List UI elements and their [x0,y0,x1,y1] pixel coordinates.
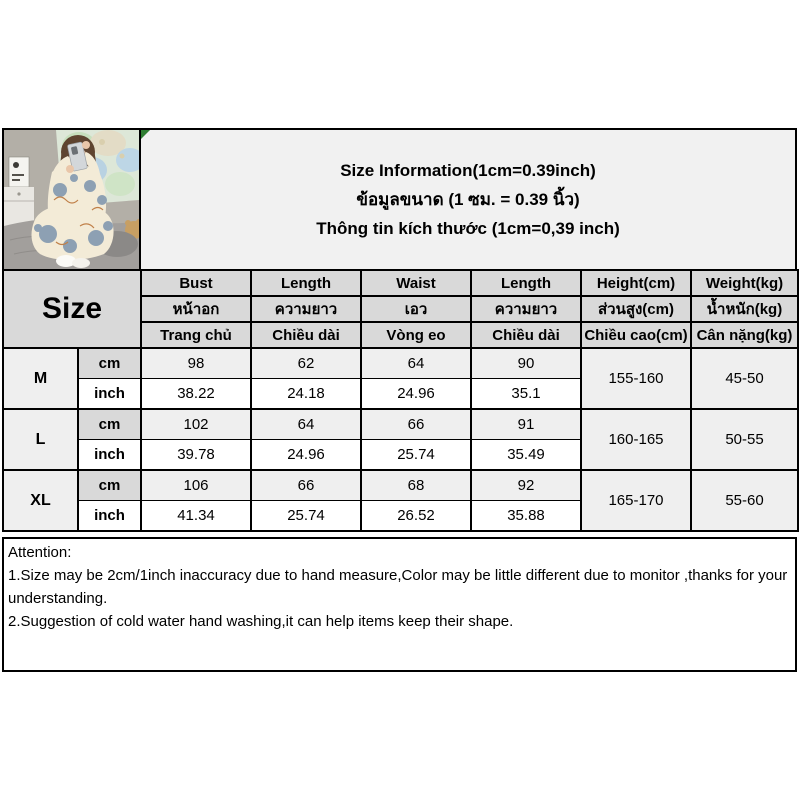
unit-label-inch: inch [78,501,141,532]
header-bust-vi: Trang chủ [141,322,251,348]
measurement-cell: 62 [251,348,361,379]
measurement-cell: 68 [361,470,471,501]
measurement-cell: 66 [251,470,361,501]
weight-range-cell: 45-50 [691,348,798,409]
header-weight-en: Weight(kg) [691,270,798,296]
measurement-cell: 64 [251,409,361,440]
unit-label-cm: cm [78,348,141,379]
size-chart-table [2,269,799,532]
measurement-cell: 35.1 [471,379,581,410]
header-length-en: Length [251,270,361,296]
header-length-th: ความยาว [251,296,361,322]
height-range-cell: 160-165 [581,409,691,470]
measurement-cell: 102 [141,409,251,440]
attention-heading: Attention: [8,544,72,561]
attention-note-2: 2.Suggestion of cold water hand washing,it can help items keep their shape. [8,613,514,630]
title-vietnamese: Thông tin kích thước (1cm=0,39 inch) [316,219,620,238]
weight-range-cell: 50-55 [691,409,798,470]
attention-notes [2,537,797,672]
header-height-en: Height(cm) [581,270,691,296]
header-height-th: ส่วนสูง(cm) [581,296,691,322]
row-xl-cm [3,470,798,501]
measurement-cell: 25.74 [361,440,471,471]
title-english: Size Information(1cm=0.39inch) [340,161,596,180]
measurement-cell: 92 [471,470,581,501]
header-weight-th: น้ำหนัก(kg) [691,296,798,322]
measurement-cell: 91 [471,409,581,440]
measurement-cell: 24.18 [251,379,361,410]
measurement-cell: 106 [141,470,251,501]
row-m-cm [3,348,798,379]
unit-label-cm: cm [78,409,141,440]
measurement-cell: 98 [141,348,251,379]
measurement-cell: 39.78 [141,440,251,471]
header-row-english [3,270,798,296]
size-label-l: L [3,409,78,470]
size-corner-cell: Size [3,270,141,348]
weight-range-cell: 55-60 [691,470,798,531]
green-corner-marker-icon [141,130,150,139]
header-height-vi: Chiều cao(cm) [581,322,691,348]
title-thai: ข้อมูลขนาด (1 ซม. = 0.39 นิ้ว) [356,190,580,209]
measurement-cell: 38.22 [141,379,251,410]
header-length-vi: Chiều dài [251,322,361,348]
header-waist-en: Waist [361,270,471,296]
size-label-xl: XL [3,470,78,531]
unit-label-inch: inch [78,440,141,471]
unit-label-cm: cm [78,470,141,501]
measurement-cell: 35.49 [471,440,581,471]
measurement-cell: 35.88 [471,501,581,532]
header-bust-th: หน้าอก [141,296,251,322]
title-block [139,128,797,271]
pajama-model-illustration [4,130,139,269]
measurement-cell: 64 [361,348,471,379]
measurement-cell: 25.74 [251,501,361,532]
measurement-cell: 41.34 [141,501,251,532]
product-photo [2,128,141,271]
header-length2-en: Length [471,270,581,296]
measurement-cell: 24.96 [251,440,361,471]
header-waist-th: เอว [361,296,471,322]
measurement-cell: 90 [471,348,581,379]
measurement-cell: 66 [361,409,471,440]
header-weight-vi: Cân nặng(kg) [691,322,798,348]
row-l-cm [3,409,798,440]
measurement-cell: 24.96 [361,379,471,410]
unit-label-inch: inch [78,379,141,410]
header-length2-th: ความยาว [471,296,581,322]
header-bust-en: Bust [141,270,251,296]
height-range-cell: 165-170 [581,470,691,531]
measurement-cell: 26.52 [361,501,471,532]
size-label-m: M [3,348,78,409]
header-waist-vi: Vòng eo [361,322,471,348]
header-length2-vi: Chiều dài [471,322,581,348]
height-range-cell: 155-160 [581,348,691,409]
attention-note-1: 1.Size may be 2cm/1inch inaccuracy due to hand measure,Color may be little different due to monitor ,thanks for your understanding. [8,567,788,607]
